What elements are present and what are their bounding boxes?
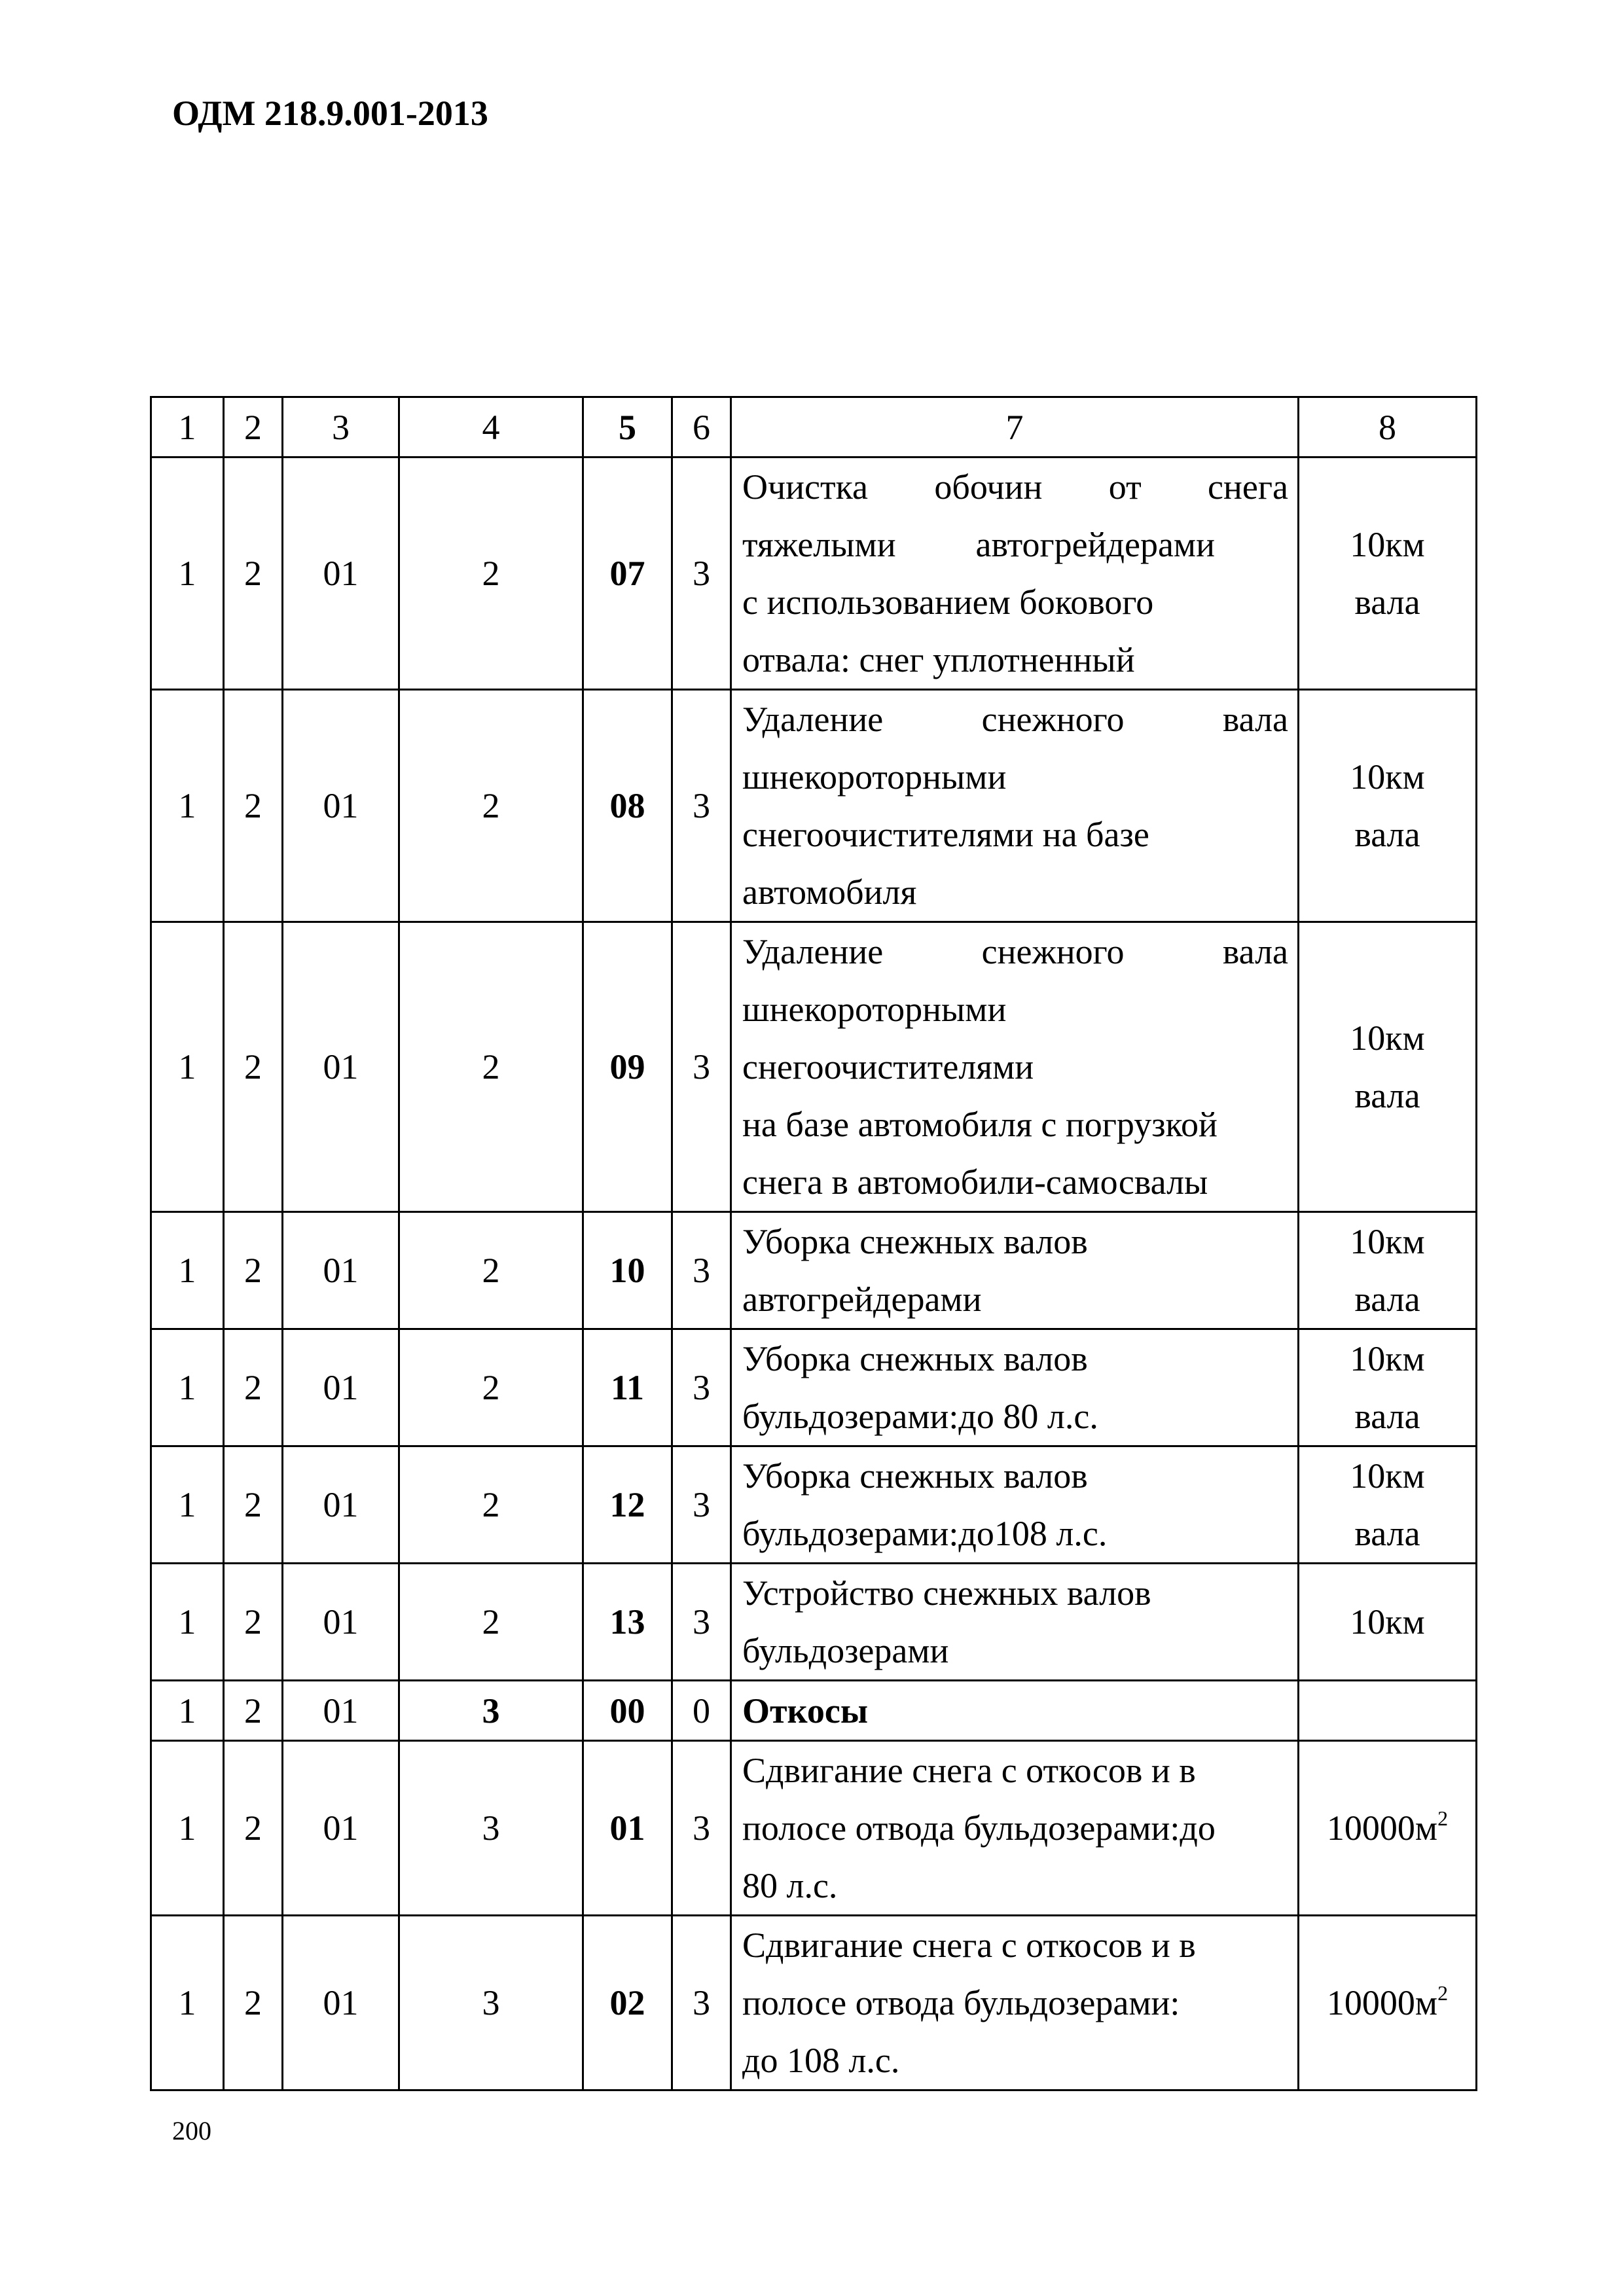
code-cell-6: 0	[672, 1681, 731, 1741]
description-line: с использованием бокового	[742, 583, 1154, 622]
code-cell-6: 3	[672, 1446, 731, 1564]
code-cell-4: 2	[399, 1446, 583, 1564]
unit-line: 10км	[1350, 757, 1425, 797]
description-line: Сдвигание снега с откосов и в	[742, 1751, 1196, 1790]
unit-line: вала	[1354, 583, 1420, 622]
code-cell-5: 13	[583, 1564, 672, 1681]
unit-cell	[1299, 1212, 1477, 1329]
description-line	[742, 516, 1215, 573]
code-cell-5: 00	[583, 1681, 672, 1741]
code-cell-1: 1	[151, 457, 224, 690]
unit-line: вала	[1354, 815, 1420, 854]
classification-table	[150, 396, 1477, 2091]
unit-cell	[1299, 1564, 1477, 1681]
code-cell-2: 2	[224, 1681, 283, 1741]
unit-cell	[1299, 922, 1477, 1212]
description-line: полосе отвода бульдозерами:	[742, 1983, 1180, 2022]
description-word: вала	[1222, 932, 1288, 971]
unit-cell	[1299, 690, 1477, 922]
code-cell-5: 10	[583, 1212, 672, 1329]
code-cell-2: 2	[224, 1741, 283, 1916]
code-cell-3: 01	[283, 1681, 399, 1741]
table-row	[151, 1212, 1477, 1329]
description-line: Устройство снежных валов	[742, 1573, 1151, 1613]
header-cell: 6	[672, 397, 731, 457]
description-line: автогрейдерами	[742, 1280, 982, 1319]
unit-line: 10км	[1350, 1339, 1425, 1378]
code-cell-1: 1	[151, 922, 224, 1212]
code-cell-2: 2	[224, 457, 283, 690]
description-cell	[731, 1329, 1299, 1446]
code-cell-3: 01	[283, 1329, 399, 1446]
description-line	[742, 691, 1288, 748]
description-line: Уборка снежных валов	[742, 1339, 1088, 1378]
code-cell-4: 2	[399, 1564, 583, 1681]
code-cell-6: 3	[672, 690, 731, 922]
description-word: автогрейдерами	[975, 525, 1215, 564]
description-line: 80 л.с.	[742, 1866, 838, 1905]
code-cell-2: 2	[224, 1446, 283, 1564]
code-cell-5: 12	[583, 1446, 672, 1564]
unit-line: 10км	[1350, 525, 1425, 564]
code-cell-1: 1	[151, 1446, 224, 1564]
code-cell-3: 01	[283, 1916, 399, 2090]
code-cell-2: 2	[224, 922, 283, 1212]
header-cell: 2	[224, 397, 283, 457]
code-cell-3: 01	[283, 1741, 399, 1916]
unit-cell	[1299, 1916, 1477, 2090]
code-cell-2: 2	[224, 1564, 283, 1681]
description-word: вала	[1222, 700, 1288, 739]
description-line: Уборка снежных валов	[742, 1456, 1088, 1496]
code-cell-2: 2	[224, 1212, 283, 1329]
header-cell: 4	[399, 397, 583, 457]
code-cell-2: 2	[224, 1329, 283, 1446]
description-word: обочин	[934, 467, 1043, 507]
unit-cell	[1299, 1681, 1477, 1741]
description-word: Удаление	[742, 932, 884, 971]
unit-line: вала	[1354, 1076, 1420, 1115]
description-cell	[731, 1681, 1299, 1741]
table-row	[151, 1741, 1477, 1916]
code-cell-1: 1	[151, 1212, 224, 1329]
code-cell-1: 1	[151, 1564, 224, 1681]
header-cell: 8	[1299, 397, 1477, 457]
description-line: снегоочистителями	[742, 1047, 1034, 1086]
code-cell-3: 01	[283, 690, 399, 922]
header-cell: 3	[283, 397, 399, 457]
description-word: Очистка	[742, 467, 869, 507]
code-cell-5: 07	[583, 457, 672, 690]
code-cell-4: 3	[399, 1681, 583, 1741]
description-line: Сдвигание снега с откосов и в	[742, 1926, 1196, 1965]
description-line: автомобиля	[742, 872, 917, 912]
code-cell-5: 11	[583, 1329, 672, 1446]
code-cell-2: 2	[224, 1916, 283, 2090]
description-cell	[731, 457, 1299, 690]
description-line: Откосы	[742, 1691, 869, 1731]
code-cell-1: 1	[151, 1741, 224, 1916]
code-cell-6: 3	[672, 457, 731, 690]
code-cell-6: 3	[672, 1212, 731, 1329]
header-cell: 7	[731, 397, 1299, 457]
description-word: снега	[1208, 467, 1288, 507]
unit-cell	[1299, 1329, 1477, 1446]
description-cell	[731, 1916, 1299, 2090]
header-cell: 5	[583, 397, 672, 457]
header-cell: 1	[151, 397, 224, 457]
unit-cell	[1299, 1446, 1477, 1564]
unit-cell	[1299, 1741, 1477, 1916]
code-cell-6: 3	[672, 1564, 731, 1681]
code-cell-4: 3	[399, 1916, 583, 2090]
unit-line: вала	[1354, 1397, 1420, 1436]
code-cell-3: 01	[283, 1446, 399, 1564]
code-cell-4: 2	[399, 690, 583, 922]
table-row	[151, 1916, 1477, 2090]
code-cell-5: 02	[583, 1916, 672, 2090]
description-cell	[731, 690, 1299, 922]
table-row	[151, 922, 1477, 1212]
unit-value: 10000м	[1326, 1808, 1438, 1848]
description-line: полосе отвода бульдозерами:до	[742, 1808, 1216, 1848]
unit-line: вала	[1354, 1514, 1420, 1553]
description-line: Уборка снежных валов	[742, 1222, 1088, 1261]
description-line: на базе автомобиля с погрузкой	[742, 1105, 1218, 1144]
description-line: отвала: снег уплотненный	[742, 640, 1135, 679]
code-cell-3: 01	[283, 1564, 399, 1681]
description-cell	[731, 1212, 1299, 1329]
code-cell-6: 3	[672, 922, 731, 1212]
code-cell-4: 2	[399, 457, 583, 690]
code-cell-4: 2	[399, 1212, 583, 1329]
description-word: снежного	[981, 700, 1125, 739]
description-line: бульдозерами:до 80 л.с.	[742, 1397, 1098, 1436]
unit-line: 10км	[1350, 1222, 1425, 1261]
code-cell-3: 01	[283, 457, 399, 690]
description-cell	[731, 1741, 1299, 1916]
code-cell-1: 1	[151, 1916, 224, 2090]
table-row	[151, 1681, 1477, 1741]
unit-line: 10км	[1350, 1456, 1425, 1496]
description-cell	[731, 922, 1299, 1212]
description-word: от	[1108, 467, 1142, 507]
description-word: тяжелыми	[742, 525, 896, 564]
description-line	[742, 458, 1288, 516]
description-line: до 108 л.с.	[742, 2041, 900, 2080]
description-line: снегоочистителями на базе	[742, 815, 1149, 854]
code-cell-6: 3	[672, 1741, 731, 1916]
code-cell-5: 01	[583, 1741, 672, 1916]
description-line: шнекороторными	[742, 990, 1007, 1029]
description-line: бульдозерами	[742, 1631, 949, 1670]
table-row	[151, 457, 1477, 690]
code-cell-3: 01	[283, 1212, 399, 1329]
code-cell-1: 1	[151, 1681, 224, 1741]
code-cell-6: 3	[672, 1329, 731, 1446]
code-cell-5: 09	[583, 922, 672, 1212]
page-number: 200	[172, 2116, 211, 2145]
description-cell	[731, 1564, 1299, 1681]
code-cell-5: 08	[583, 690, 672, 922]
document-code: ОДМ 218.9.001-2013	[172, 94, 488, 133]
table-row	[151, 690, 1477, 922]
description-word: снежного	[981, 932, 1125, 971]
unit-line: 10км	[1350, 1018, 1425, 1058]
code-cell-1: 1	[151, 1329, 224, 1446]
table-row	[151, 1329, 1477, 1446]
unit-superscript: 2	[1437, 1806, 1449, 1830]
code-cell-4: 2	[399, 1329, 583, 1446]
unit-cell	[1299, 457, 1477, 690]
table-row	[151, 1564, 1477, 1681]
code-cell-6: 3	[672, 1916, 731, 2090]
description-line: снега в автомобили-самосвалы	[742, 1162, 1208, 1202]
unit-value: 10000м	[1326, 1983, 1438, 2022]
unit-line: вала	[1354, 1280, 1420, 1319]
description-line: шнекороторными	[742, 757, 1007, 797]
table-header-row	[151, 397, 1477, 457]
code-cell-2: 2	[224, 690, 283, 922]
code-cell-4: 2	[399, 922, 583, 1212]
description-line: бульдозерами:до108 л.с.	[742, 1514, 1108, 1553]
description-line	[742, 923, 1288, 980]
description-cell	[731, 1446, 1299, 1564]
description-word: Удаление	[742, 700, 884, 739]
table-row	[151, 1446, 1477, 1564]
unit-line: 10км	[1350, 1602, 1425, 1641]
code-cell-4: 3	[399, 1741, 583, 1916]
code-cell-3: 01	[283, 922, 399, 1212]
unit-superscript: 2	[1437, 1981, 1449, 2005]
code-cell-1: 1	[151, 690, 224, 922]
